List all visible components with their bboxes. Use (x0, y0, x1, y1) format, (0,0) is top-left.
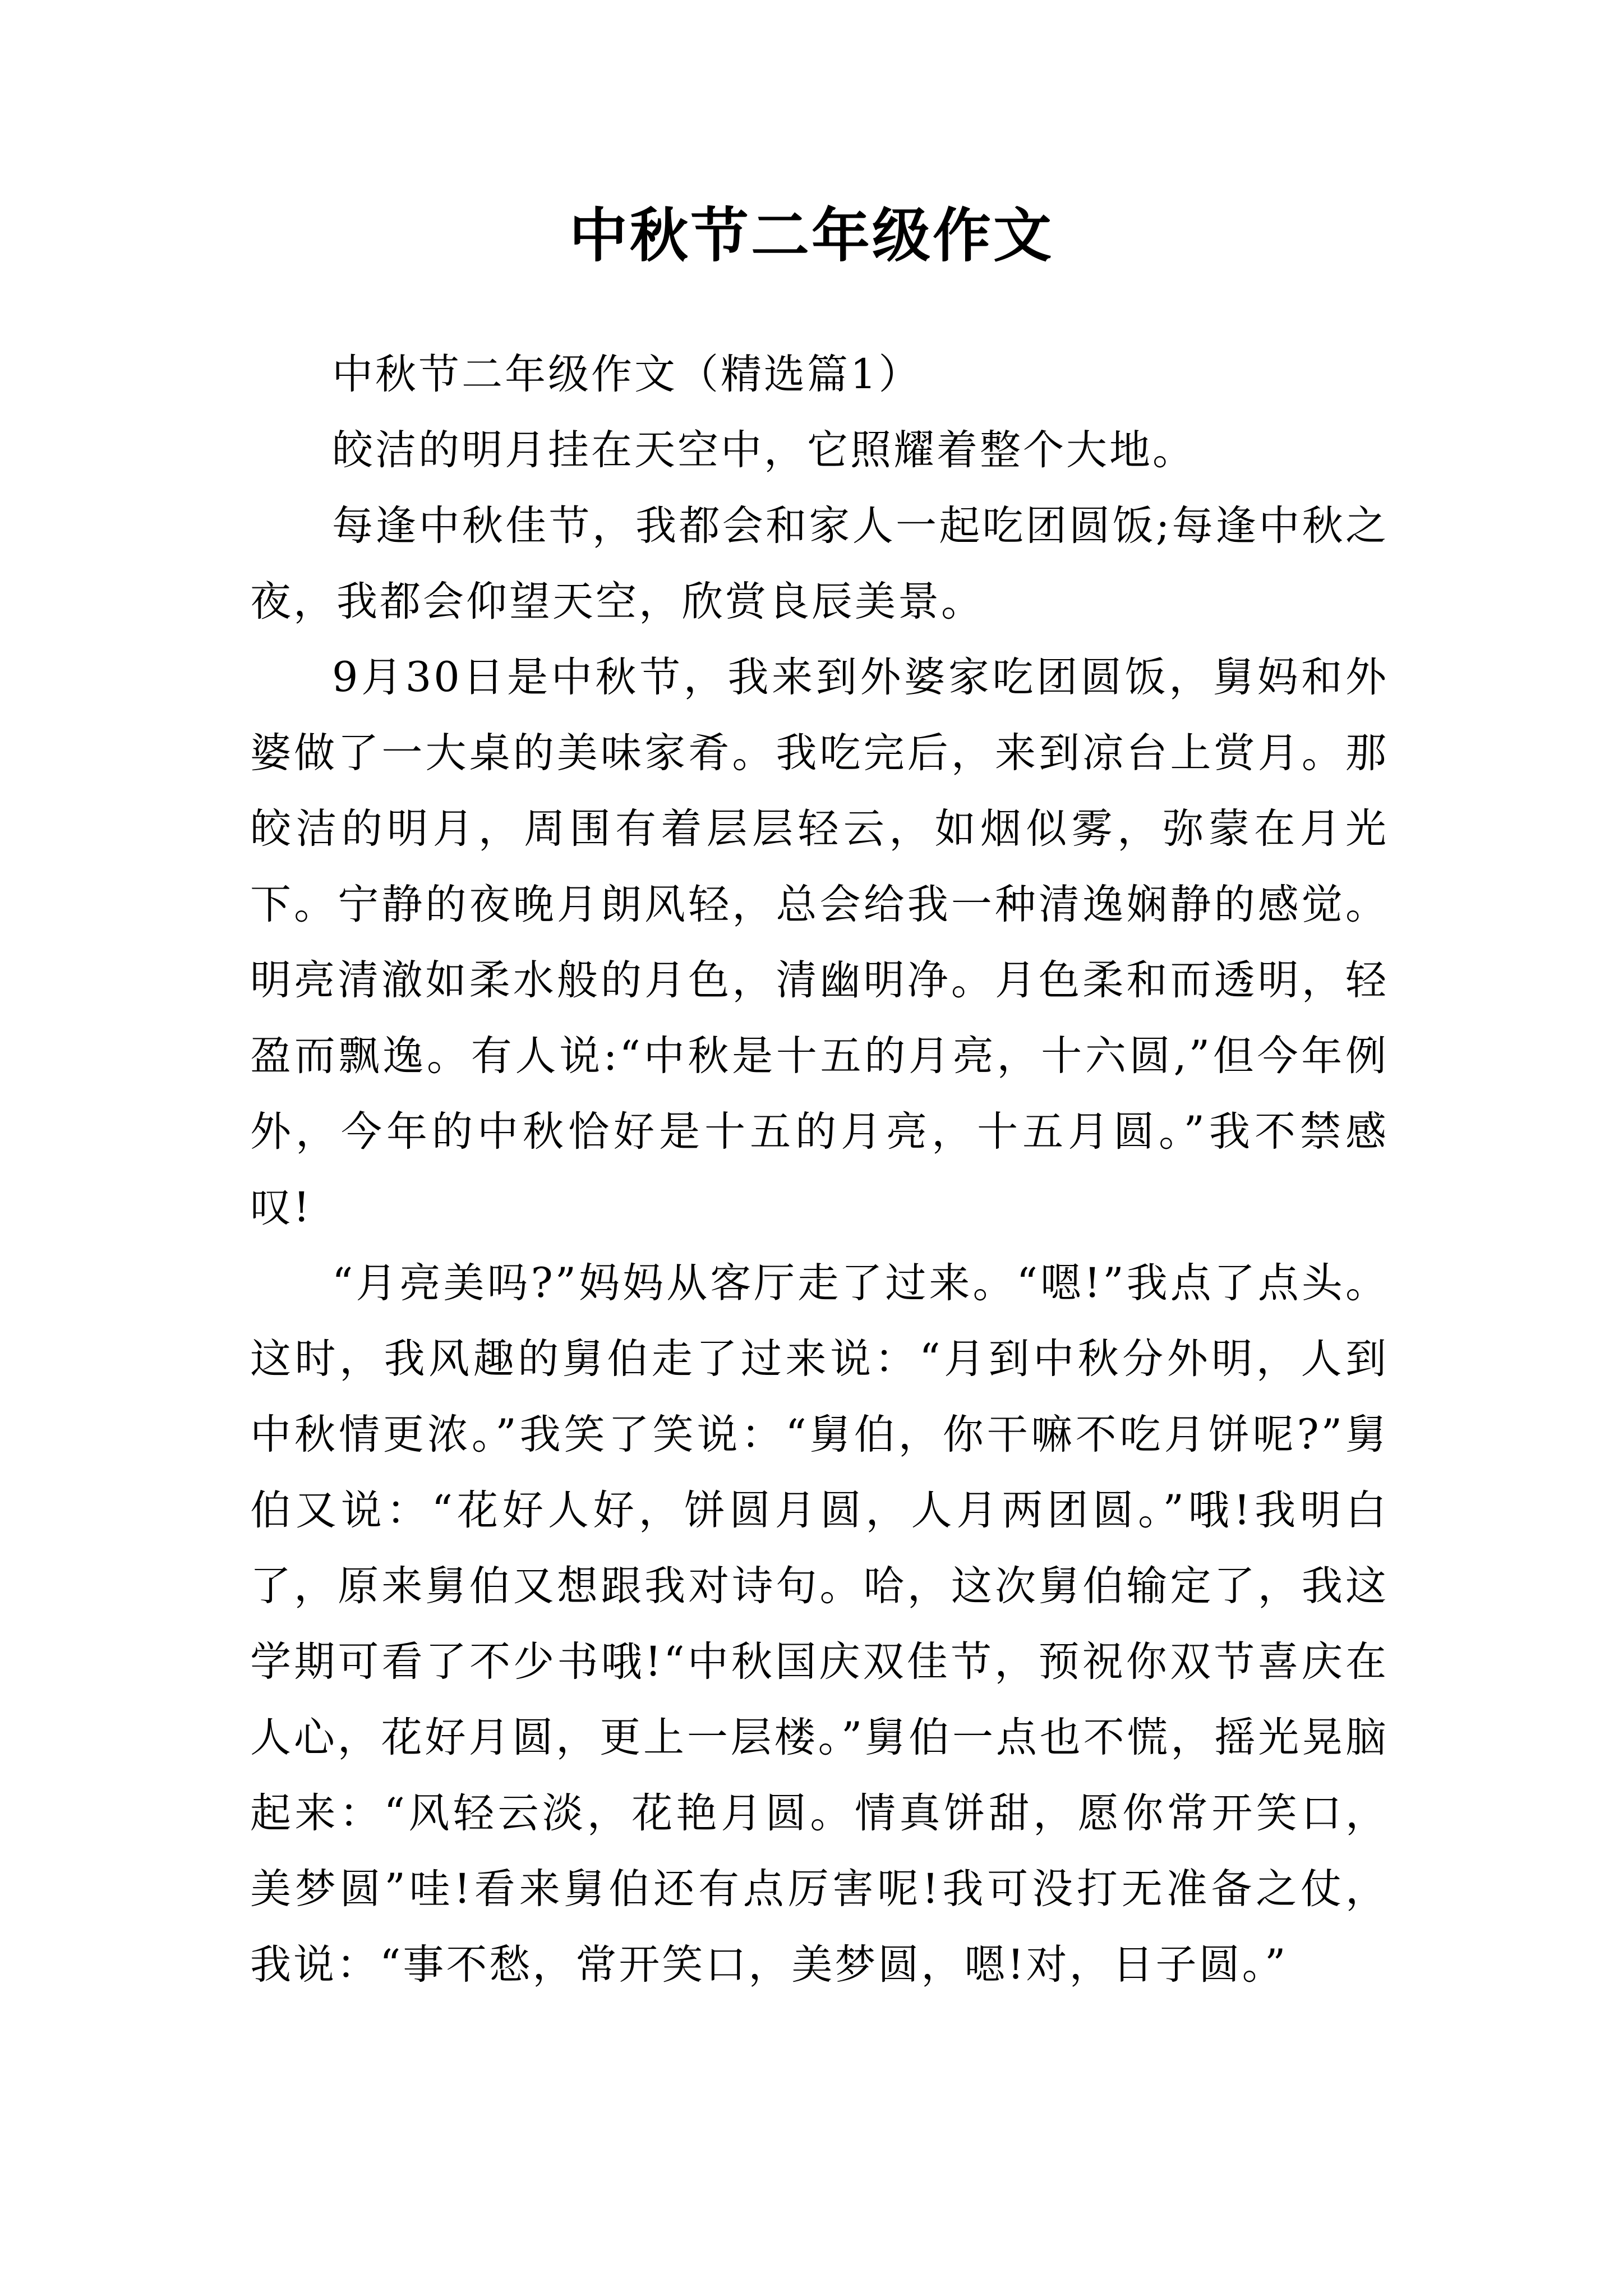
document-title: 中秋节二年级作文 (569, 201, 1054, 270)
paragraph-section-heading: 中秋节二年级作文（精选篇1） (332, 351, 922, 398)
paragraph: 皎洁的明月挂在天空中，它照耀着整个大地。 (332, 426, 1196, 474)
paragraph: “月亮美吗?”妈妈从客厅走了过来。“嗯!”我点了点头。这时，我风趣的舅伯走了过来说：“月到中秋分外明，人到中秋情更浓。”我笑了笑说：“舅伯，你干嘛不吃月饼呢?”舅伯又说：“花好人好，饼圆月圆，人月两团圆。”哦!我明白了，原来舅伯又想跟我对诗句。哈，这次舅伯输定了，我这学期可看了不少书哦!“中秋国庆双佳节，预祝你双节喜庆在人心，花好月圆，更上一层楼。”舅伯一点也不慌，摇光晃脑起来：“风轻云淡，花艳月圆。情真饼甜，愿你常开笑口，美梦圆”哇!看来舅伯还有点厉害呢!我可没打无准备之仗，我说：“事不愁，常开笑口，美梦圆，嗯!对，日子圆。” (250, 1259, 1389, 1989)
paragraph: 每逢中秋佳节，我都会和家人一起吃团圆饭;每逢中秋之夜，我都会仰望天空，欣赏良辰美景。 (250, 502, 1389, 625)
paragraph: 9月30日是中秋节，我来到外婆家吃团圆饭，舅妈和外婆做了一大桌的美味家肴。我吃完后，来到凉台上赏月。那皎洁的明月，周围有着层层轻云，如烟似雾，弥蒙在月光下。宁静的夜晚月朗风轻，总会给我一种清逸娴静的感觉。明亮清澈如柔水般的月色，清幽明净。月色柔和而透明，轻盈而飘逸。有人说:“中秋是十五的月亮，十六圆,”但今年例外，今年的中秋恰好是十五的月亮，十五月圆。”我不禁感叹! (250, 654, 1389, 1231)
document-body (250, 337, 1389, 2003)
